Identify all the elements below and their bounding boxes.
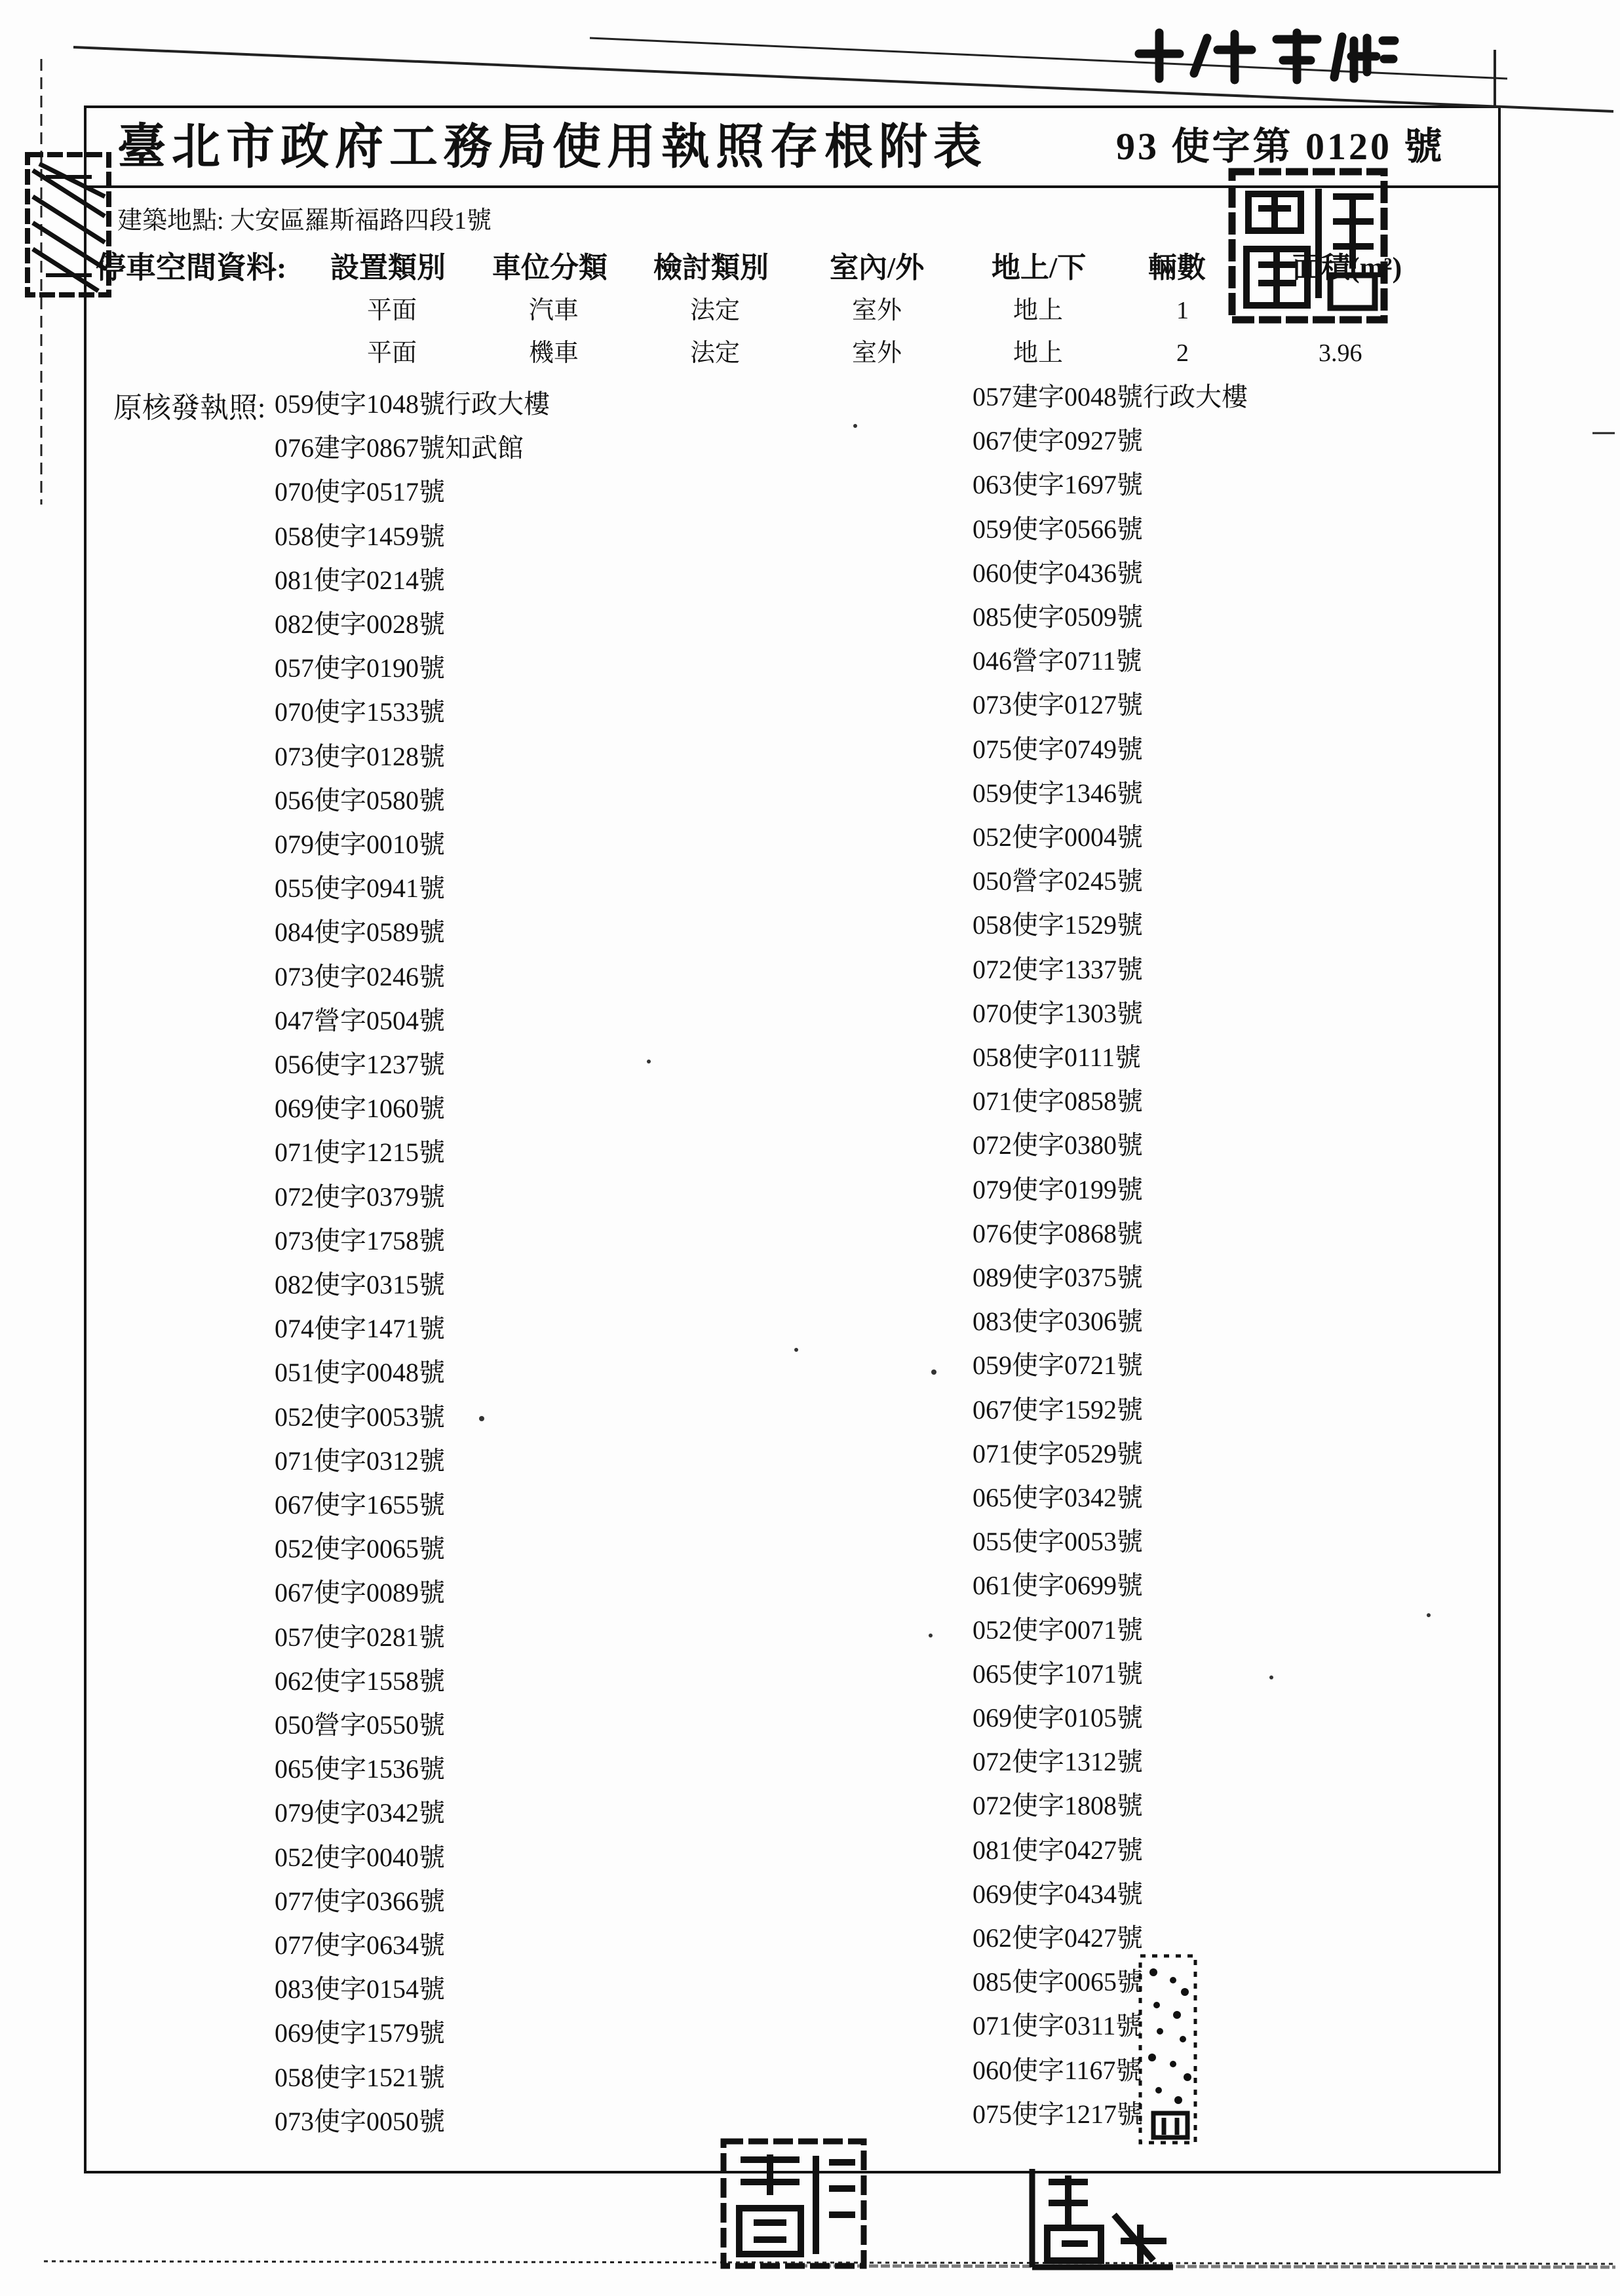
permit-number: 93 使字第 0120 號 — [1116, 125, 1445, 168]
license-item-left: 073使字1758號 — [275, 1225, 445, 1255]
license-item-right: 069使字0105號 — [973, 1703, 1143, 1732]
title-divider — [84, 185, 1501, 188]
license-item-right: 089使字0375號 — [973, 1263, 1143, 1292]
license-item-right: 073使字0127號 — [973, 690, 1143, 720]
parking-cell-r2-c4: 室外 — [852, 339, 902, 367]
license-item-left: 067使字1655號 — [275, 1490, 445, 1520]
parking-cell-r2-c5: 地上 — [1013, 339, 1064, 367]
license-item-right: 058使字1529號 — [973, 910, 1143, 940]
parking-cell-r1-c2: 汽車 — [529, 297, 579, 324]
license-item-left: 079使字0342號 — [275, 1798, 445, 1828]
license-item-right: 059使字1346號 — [973, 778, 1143, 808]
license-item-right: 065使字1071號 — [973, 1658, 1143, 1689]
license-item-left: 065使字1536號 — [275, 1754, 445, 1784]
license-item-right: 072使字1808號 — [973, 1791, 1143, 1821]
license-item-left: 055使字0941號 — [275, 873, 445, 904]
license-item-left: 084使字0589號 — [275, 917, 445, 947]
license-item-right: 060使字1167號 — [973, 2055, 1142, 2085]
parking-cell-r1-c1: 平面 — [367, 297, 417, 324]
license-item-left: 062使字1558號 — [275, 1666, 445, 1696]
license-item-right: 052使字0004號 — [973, 822, 1143, 852]
parking-cell-r2-c6: 2 — [1176, 339, 1189, 367]
license-item-right: 079使字0199號 — [973, 1174, 1143, 1204]
parking-cell-r1-c5: 地上 — [1013, 297, 1064, 324]
license-item-left: 073使字0050號 — [275, 2106, 445, 2136]
license-item-left: 058使字1521號 — [275, 2062, 445, 2092]
license-item-left: 073使字0128號 — [275, 741, 445, 771]
license-item-right: 072使字1312號 — [973, 1747, 1143, 1777]
license-item-right: 072使字1337號 — [973, 954, 1143, 984]
license-item-right: 067使字1592號 — [973, 1394, 1143, 1425]
license-item-left: 077使字0634號 — [275, 1930, 445, 1960]
license-item-left: 052使字0040號 — [275, 1842, 445, 1872]
parking-cell-r2-c3: 法定 — [690, 339, 741, 367]
license-label: 原核發執照: — [113, 392, 266, 424]
license-item-right: 081使字0427號 — [973, 1835, 1143, 1865]
building-address: 建築地點: 大安區羅斯福路四段1號 — [117, 207, 492, 235]
license-item-right: 059使字0566號 — [973, 514, 1143, 544]
license-item-left: 082使字0028號 — [275, 609, 445, 639]
license-item-left: 077使字0366號 — [275, 1886, 445, 1916]
license-item-right: 069使字0434號 — [973, 1879, 1143, 1909]
parking-header-2: 車位分類 — [492, 252, 608, 284]
license-item-left: 082使字0315號 — [275, 1270, 445, 1299]
license-item-right: 070使字1303號 — [973, 998, 1143, 1028]
license-item-right: 071使字0529號 — [973, 1438, 1143, 1468]
license-item-right: 058使字0111號 — [973, 1043, 1142, 1072]
license-item-right: 059使字0721號 — [973, 1350, 1143, 1381]
license-item-left: 067使字0089號 — [275, 1578, 445, 1608]
license-item-right: 065使字0342號 — [973, 1483, 1143, 1512]
license-item-right: 075使字1217號 — [973, 2099, 1143, 2129]
license-item-left: 050營字0550號 — [275, 1710, 445, 1740]
parking-cell-r1-c3: 法定 — [690, 297, 741, 324]
license-item-left: 076建字0867號知武館 — [275, 433, 524, 463]
parking-header-1: 設置類別 — [330, 252, 446, 284]
license-item-left: 056使字1237號 — [275, 1050, 445, 1079]
license-item-right: 085使字0065號 — [973, 1967, 1143, 1997]
parking-header-5: 地上/下 — [992, 252, 1087, 284]
license-item-left: 058使字1459號 — [275, 521, 445, 551]
license-item-left: 056使字0580號 — [275, 785, 445, 815]
license-item-left: 079使字0010號 — [275, 830, 445, 859]
parking-cell-r2-c1: 平面 — [367, 339, 417, 367]
license-item-right: 071使字0858號 — [973, 1086, 1143, 1117]
parking-cell-r2-c2: 機車 — [529, 339, 579, 367]
license-item-right: 063使字1697號 — [973, 470, 1143, 500]
license-item-right: 052使字0071號 — [973, 1615, 1143, 1645]
license-item-left: 073使字0246號 — [275, 961, 445, 991]
license-item-left: 051使字0048號 — [275, 1358, 445, 1388]
license-item-right: 083使字0306號 — [973, 1307, 1143, 1337]
license-item-right: 071使字0311號 — [973, 2011, 1142, 2041]
parking-label: 停車空間資料: — [96, 251, 287, 284]
license-item-left: 072使字0379號 — [275, 1181, 445, 1212]
license-item-left: 057使字0190號 — [275, 653, 445, 683]
license-item-right: 055使字0053號 — [973, 1527, 1143, 1557]
license-item-left: 069使字1060號 — [275, 1094, 445, 1124]
parking-header-7: 面積(m²) — [1292, 252, 1402, 284]
license-item-left: 057使字0281號 — [275, 1622, 445, 1652]
license-item-right: 085使字0509號 — [973, 602, 1143, 632]
license-item-right: 050營字0245號 — [973, 866, 1143, 896]
license-item-right: 060使字0436號 — [973, 558, 1143, 588]
parking-header-4: 室內/外 — [830, 252, 925, 284]
license-item-right: 067使字0927號 — [973, 426, 1143, 456]
license-item-left: 074使字1471號 — [275, 1314, 445, 1344]
document-title: 臺北市政府工務局使用執照存根附表 — [117, 119, 988, 175]
license-item-right: 076使字0868號 — [973, 1218, 1143, 1248]
license-item-right: 062使字0427號 — [973, 1923, 1143, 1953]
license-item-left: 070使字0517號 — [275, 477, 445, 507]
license-item-right: 046營字0711號 — [973, 646, 1142, 676]
license-item-left: 052使字0053號 — [275, 1402, 445, 1432]
parking-cell-r1-c6: 1 — [1176, 297, 1189, 324]
parking-cell-r1-c4: 室外 — [852, 297, 902, 324]
license-item-left: 081使字0214號 — [275, 565, 445, 595]
license-item-left: 071使字0312號 — [275, 1445, 445, 1476]
license-item-left: 069使字1579號 — [275, 2018, 445, 2048]
seal-stamp-bottom-right — [1032, 2169, 1173, 2267]
license-item-left: 070使字1533號 — [275, 697, 445, 727]
handwritten-mark-top — [1139, 33, 1395, 80]
parking-cell-r2-c7: 3.96 — [1319, 339, 1362, 367]
license-item-right: 061使字0699號 — [973, 1571, 1143, 1601]
license-item-left: 059使字1048號行政大樓 — [275, 389, 550, 419]
license-item-left: 071使字1215號 — [275, 1138, 445, 1168]
license-item-left: 083使字0154號 — [275, 1974, 445, 2004]
parking-header-3: 檢討類別 — [653, 252, 769, 284]
parking-header-6: 輛數 — [1148, 252, 1206, 284]
license-item-right: 072使字0380號 — [973, 1130, 1143, 1160]
license-item-right: 057建字0048號行政大樓 — [973, 382, 1248, 411]
license-item-right: 075使字0749號 — [973, 734, 1143, 764]
license-item-left: 052使字0065號 — [275, 1534, 445, 1564]
license-item-left: 047營字0504號 — [275, 1005, 445, 1035]
